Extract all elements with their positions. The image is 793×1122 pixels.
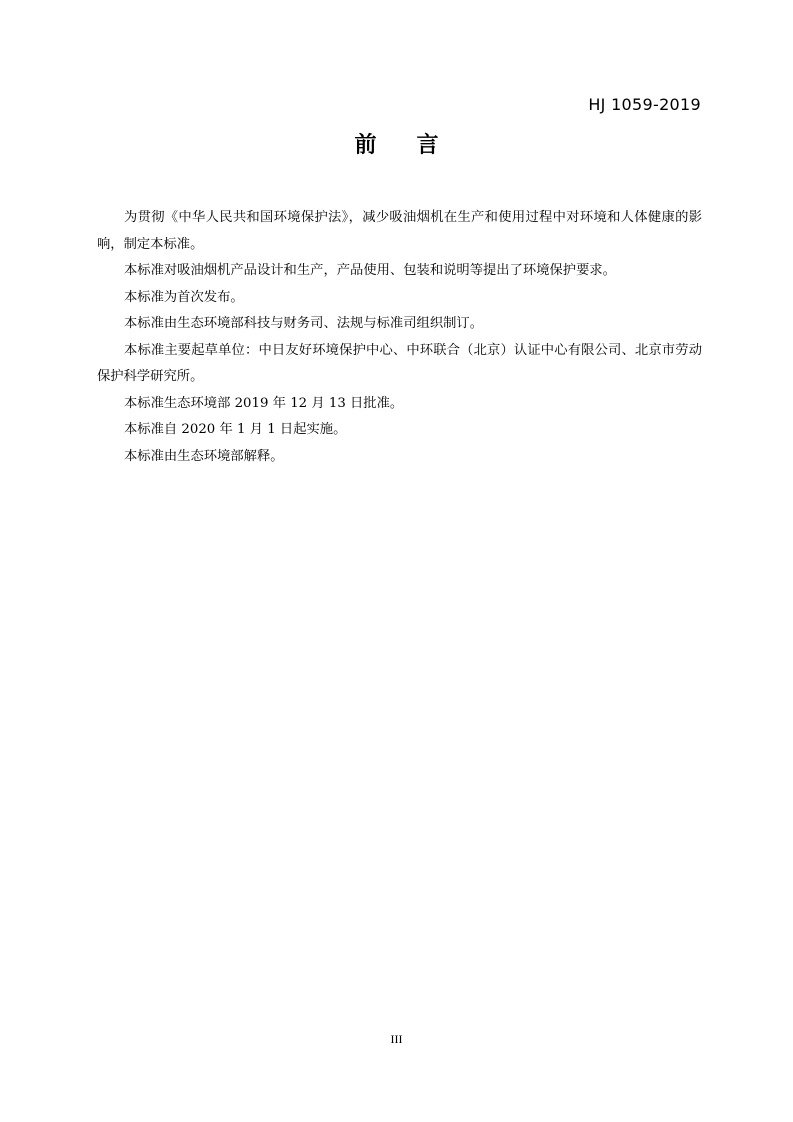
paragraph-approval: 本标准生态环境部 2019 年 12 月 13 日批准。 [124,395,404,411]
paragraph-interpretation: 本标准由生态环境部解释。 [124,448,284,464]
paragraph-organizer: 本标准由生态环境部科技与财务司、法规与标准司组织制订。 [124,316,484,331]
paragraph-first-release: 本标准为首次发布。 [124,289,244,305]
paragraph-drafters: 本标准主要起草单位：中日友好环境保护中心、中环联合（北京）认证中心有限公司、北京市劳动保护科学研究所。 [97,342,702,384]
paragraph-effective-date: 本标准自 2020 年 1 月 1 日起实施。 [124,422,347,437]
title-char-1: 前 [354,133,377,158]
paragraph-purpose: 为贯彻《中华人民共和国环境保护法》，减少吸油烟机在生产和使用过程中对环境和人体健康的影响，制定本标准。 [97,210,702,252]
foreword-body [97,205,702,470]
page-title [0,128,793,159]
title-char-2: 言 [416,133,439,158]
page-number: III [390,1032,403,1046]
paragraph-scope: 本标准对吸油烟机产品设计和生产，产品使用、包装和说明等提出了环境保护要求。 [124,263,616,278]
standard-code: HJ 1059-2019 [588,95,701,114]
